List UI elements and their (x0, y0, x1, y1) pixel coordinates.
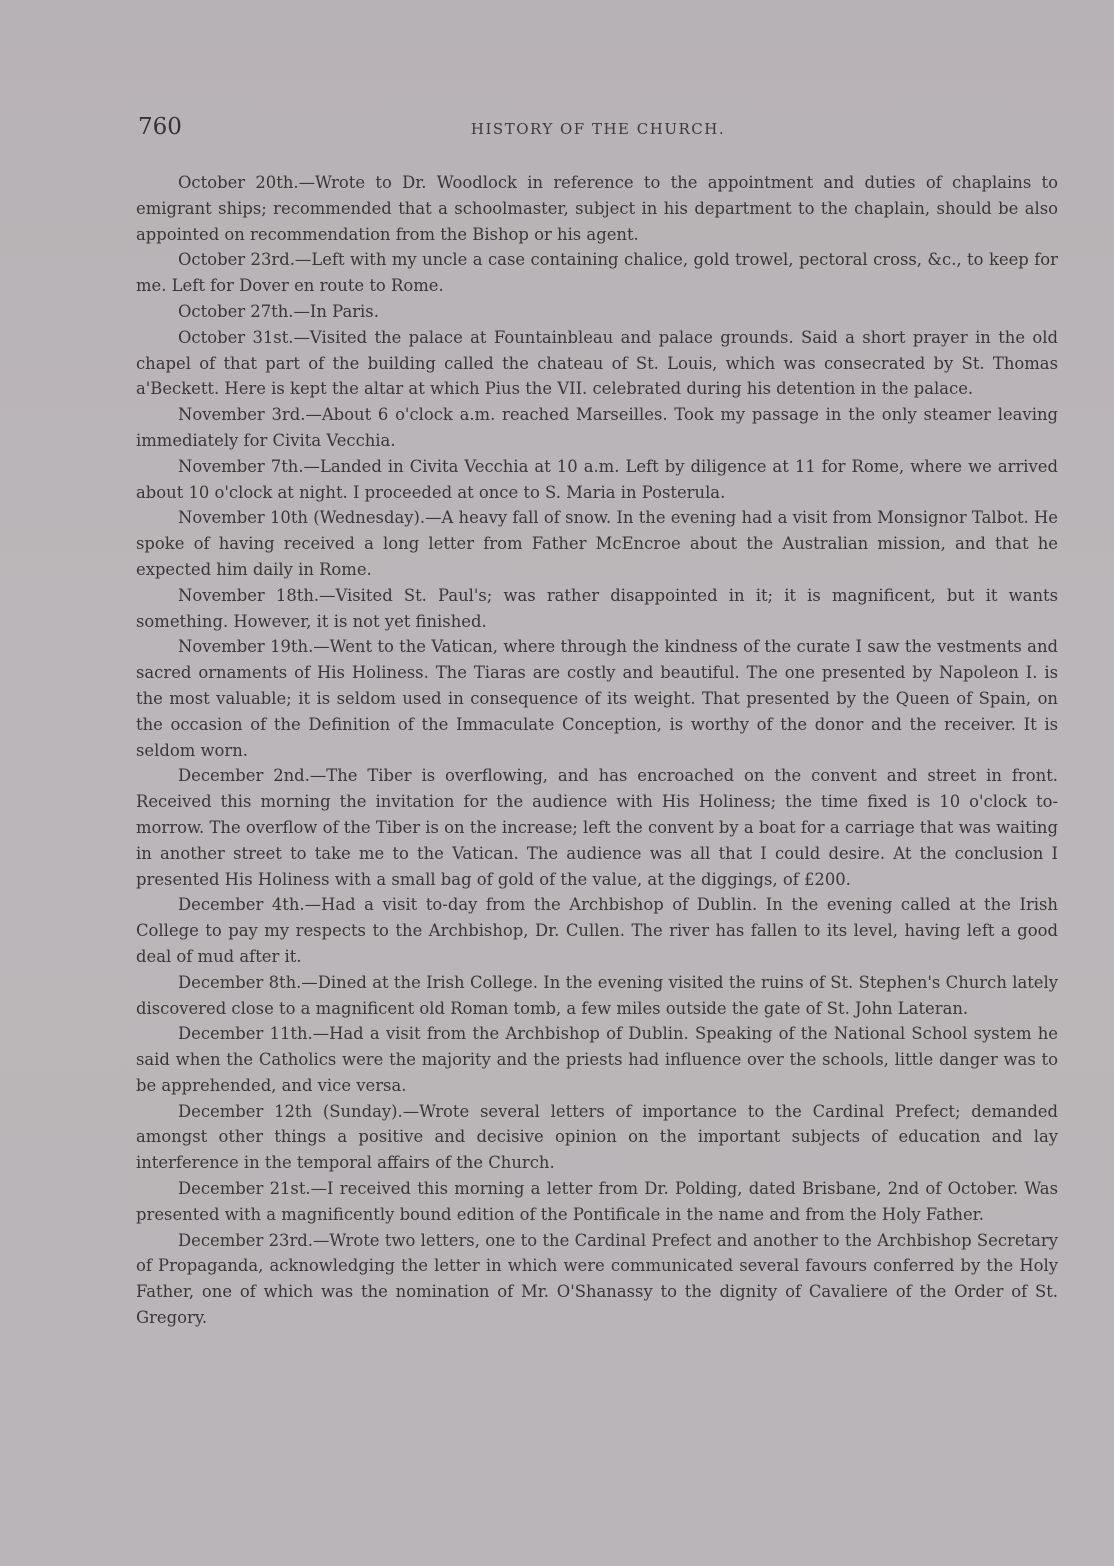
diary-entry: November 18th.—Visited St. Paul's; was rather disappointed in it; it is magnificent, but it wants something. However, it is not yet finished. (136, 585, 1058, 631)
diary-entry: November 10th (Wednesday).—A heavy fall of snow. In the evening had a visit from Monsignor Talbot. He spoke of having received a long letter from Father McEncroe about the Australian mission, and that he expected him daily in Rome. (136, 508, 1058, 579)
diary-entry: November 19th.—Went to the Vatican, where through the kindness of the curate I saw the vestments and sacred ornaments of His Holiness. The Tiaras are costly and beautiful. The one presented by Napoleon I. is the most valuable; it is seldom used in consequence of its weight. That presented by the Queen of Spain, on the occasion of the Definition of the Immaculate Conception, is worthy of the donor and the receiver. It is seldom worn. (136, 637, 1058, 760)
diary-entry: December 2nd.—The Tiber is overflowing, and has encroached on the convent and street in front. Received this morning the invitation for the audience with His Holiness; the time fixed is 10 o'clock to-morrow. The overflow of the Tiber is on the increase; left the convent by a boat for a carriage that was waiting in another street to take me to the Vatican. The audience was all that I could desire. At the conclusion I presented His Holiness with a small bag of gold of the value, at the diggings, of £200. (136, 766, 1058, 889)
diary-entry: December 23rd.—Wrote two letters, one to the Cardinal Prefect and another to the Archbishop Secretary of Propaganda, acknowledging the letter in which were communicated several favours conferred by the Holy Father, one of which was the nomination of Mr. O'Shanassy to the dignity of Cavaliere of the Order of St. Gregory. (136, 1230, 1058, 1328)
diary-entry: December 11th.—Had a visit from the Archbishop of Dublin. Speaking of the National School system he said when the Catholics were the majority and the priests had influence over the schools, little danger was to be apprehended, and vice versa. (136, 1024, 1058, 1095)
running-title: HISTORY OF THE CHURCH. (470, 120, 726, 138)
diary-entry: October 31st.—Visited the palace at Fountainbleau and palace grounds. Said a short prayer in the old chapel of that part of the building called the chateau of St. Louis, which was consecrated by St. Thomas a'Beckett. Here is kept the altar at which Pius the VII. celebrated during his detention in the palace. (136, 327, 1058, 399)
diary-entry: December 4th.—Had a visit to-day from the Archbishop of Dublin. In the evening called at the Irish College to pay my respects to the Archbishop, Dr. Cullen. The river has fallen to its level, having left a good deal of mud after it. (136, 895, 1058, 966)
diary-entry: December 12th (Sunday).—Wrote several letters of importance to the Cardinal Prefect; demanded amongst other things a positive and decisive opinion on the important subjects of education and lay interference in the temporal affairs of the Church. (136, 1101, 1058, 1173)
diary-entries (136, 170, 1058, 1331)
diary-entry: October 27th.—In Paris. (178, 301, 379, 321)
page-header (138, 114, 1058, 150)
page-number: 760 (138, 114, 182, 140)
diary-entry: October 23rd.—Left with my uncle a case containing chalice, gold trowel, pectoral cross, &c., to keep for me. Left for Dover en route to Rome. (136, 250, 1058, 296)
diary-entry: November 7th.—Landed in Civita Vecchia at 10 a.m. Left by diligence at 11 for Rome, where we arrived about 10 o'clock at night. I proceeded at once to S. Maria in Posterula. (136, 456, 1058, 502)
diary-entry: December 21st.—I received this morning a letter from Dr. Polding, dated Brisbane, 2nd of October. Was presented with a magnificently bound edition of the Pontificale in the name and from the Holy Father. (136, 1179, 1058, 1224)
diary-entry: November 3rd.—About 6 o'clock a.m. reached Marseilles. Took my passage in the only steamer leaving immediately for Civita Vecchia. (136, 405, 1058, 450)
diary-entry: October 20th.—Wrote to Dr. Woodlock in reference to the appointment and duties of chaplains to emigrant ships; recommended that a schoolmaster, subject in his department to the chaplain, should be also appointed on recommendation from the Bishop or his agent. (136, 173, 1058, 244)
diary-entry: December 8th.—Dined at the Irish College. In the evening visited the ruins of St. Stephen's Church lately discovered close to a magnificent old Roman tomb, a few miles outside the gate of St. John Lateran. (136, 972, 1058, 1018)
